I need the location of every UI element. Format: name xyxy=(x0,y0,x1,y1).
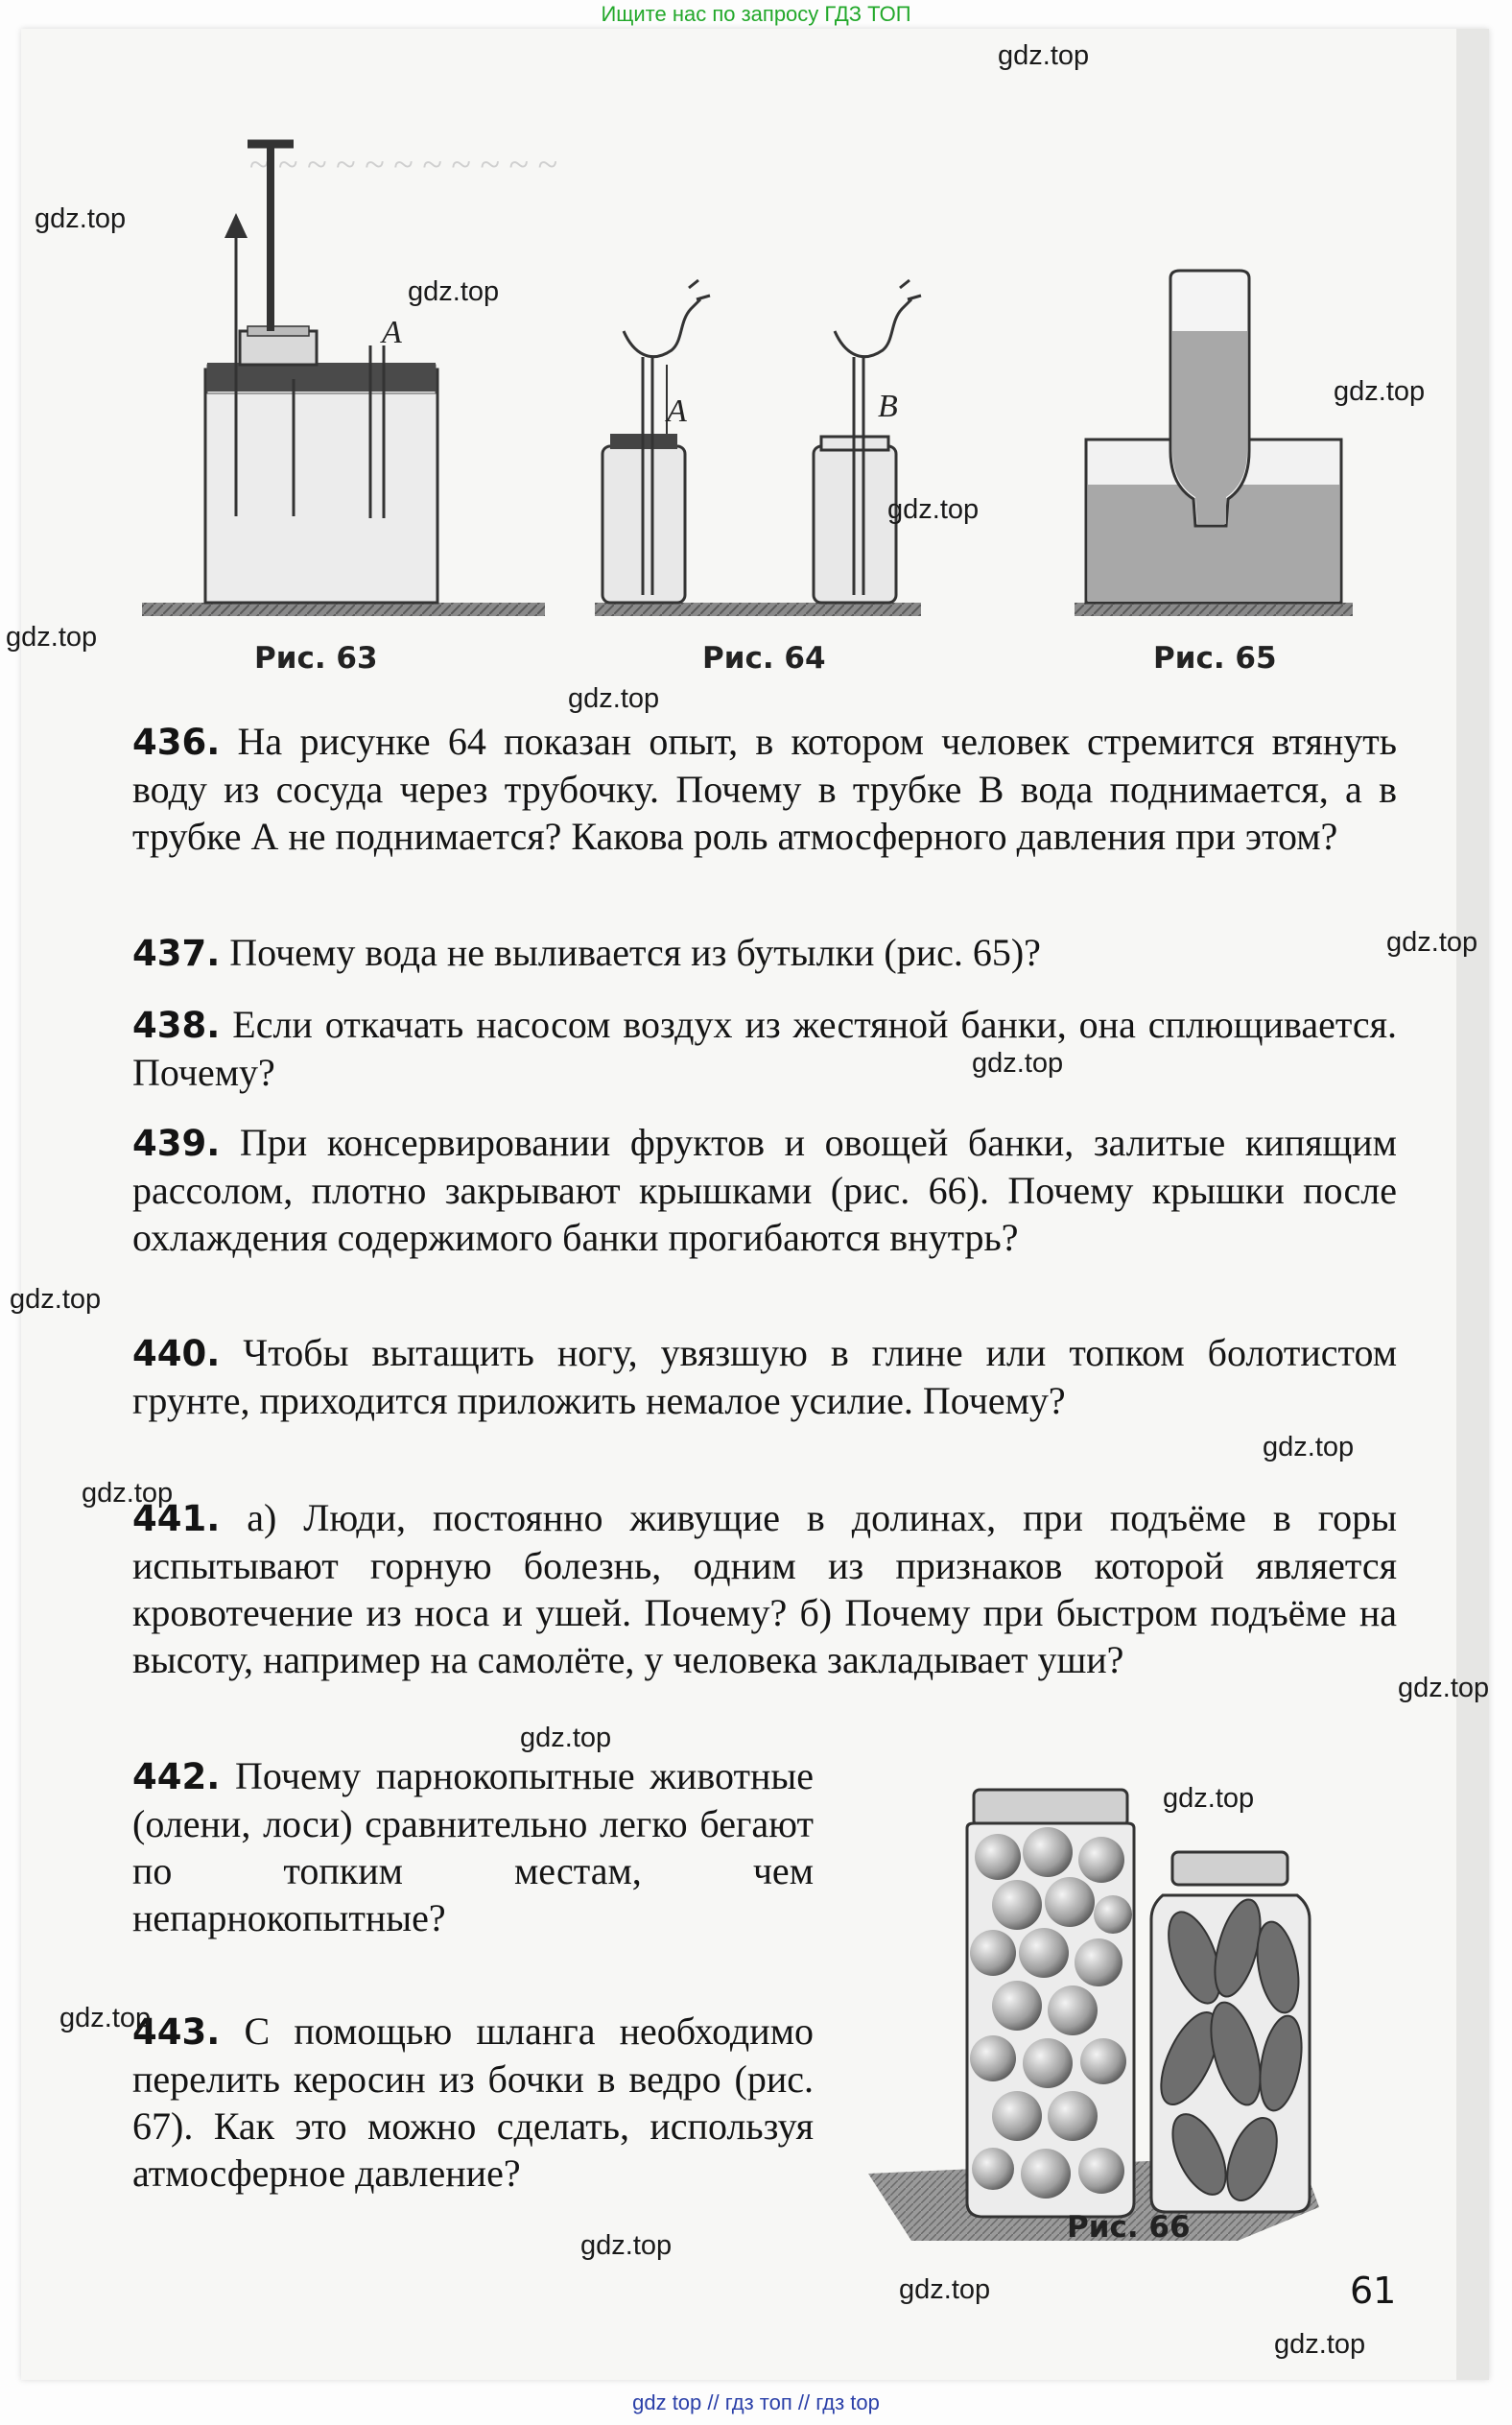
watermark: gdz.top xyxy=(998,40,1090,71)
caption-fig64: Рис. 64 xyxy=(702,641,826,676)
problem-text: С помощью шланга необходимо перелить керосин из бочки в ведро (рис. 67). Как это можно сделать, используя атмосферное давление? xyxy=(132,2009,814,2195)
problem-439 xyxy=(132,1119,1397,1261)
watermark: gdz.top xyxy=(1334,376,1426,407)
problem-text: Почему вода не выливается из бутылки (рис. 65)? xyxy=(229,931,1041,974)
fig64-label-a: A xyxy=(667,393,687,429)
caption-fig66: Рис. 66 xyxy=(1067,2210,1191,2245)
watermark: gdz.top xyxy=(10,1284,102,1315)
watermark: gdz.top xyxy=(568,683,660,714)
problem-text: а) Люди, постоянно живущие в долинах, при подъёме в горы испытывают горную болезнь, одним из признаков которой является кровотечение из носа и ушей. Почему? б) Почему при быстром подъёме на высоту, например на самолёте, у человека закладывает уши? xyxy=(132,1496,1397,1681)
watermark: gdz.top xyxy=(1263,1432,1355,1462)
watermark: gdz.top xyxy=(580,2230,673,2261)
problem-number: 437. xyxy=(132,933,221,974)
problem-number: 436. xyxy=(132,722,221,763)
fig66-jars xyxy=(868,1790,1319,2241)
problem-436 xyxy=(132,718,1397,860)
top-banner[interactable]: Ищите нас по запросу ГДЗ ТОП xyxy=(601,2,911,26)
problem-text: Чтобы вытащить ногу, увязшую в глине или топком болотистом грунте, приходится приложить немалое усилие. Почему? xyxy=(132,1331,1398,1422)
problem-number: 439. xyxy=(132,1123,221,1164)
watermark: gdz.top xyxy=(1274,2329,1366,2360)
problem-number: 442. xyxy=(132,1756,221,1797)
watermark: gdz.top xyxy=(6,622,98,653)
problem-number: 443. xyxy=(132,2011,221,2053)
watermark: gdz.top xyxy=(408,276,500,307)
watermark: gdz.top xyxy=(1398,1673,1490,1703)
watermark: gdz.top xyxy=(899,2274,991,2305)
problem-number: 440. xyxy=(132,1333,221,1374)
watermark: gdz.top xyxy=(1163,1783,1255,1814)
problem-442 xyxy=(132,1752,814,1941)
watermark: gdz.top xyxy=(82,1478,174,1509)
bottom-banner[interactable]: gdz top // гдз топ // гдз top xyxy=(632,2390,880,2414)
fig64-jars xyxy=(595,280,921,616)
watermark: gdz.top xyxy=(972,1048,1064,1079)
problem-438 xyxy=(132,1001,1397,1096)
fig63-label-a: A xyxy=(382,315,402,350)
caption-fig65: Рис. 65 xyxy=(1153,641,1277,676)
problem-text: При консервировании фруктов и овощей банки, залитые кипящим рассолом, плотно закрывают крышками (рис. 66). Почему крышки после охлаждения содержимого банки прогибаются внутрь? xyxy=(132,1121,1397,1259)
problem-440 xyxy=(132,1329,1397,1424)
fig65-bottle xyxy=(1075,271,1353,616)
problem-441 xyxy=(132,1494,1397,1683)
problem-443 xyxy=(132,2008,814,2197)
show-through-text: ~ ~ ~ ~ ~ ~ ~ ~ ~ ~ ~ xyxy=(249,145,558,185)
problem-number: 441. xyxy=(132,1498,221,1539)
problem-text: Почему парнокопытные животные (олени, лоси) сравнительно легко бегают по топким местам, чем непарнокопытные? xyxy=(132,1754,814,1939)
fig64-label-b: B xyxy=(878,389,898,424)
watermark: gdz.top xyxy=(1386,927,1478,958)
watermark: gdz.top xyxy=(35,203,127,234)
problem-437 xyxy=(132,929,1397,977)
problem-number: 438. xyxy=(132,1005,221,1046)
watermark: gdz.top xyxy=(887,494,980,525)
problem-text: Если откачать насосом воздух из жестяной банки, она сплющивается. Почему? xyxy=(132,1003,1398,1094)
page-number: 61 xyxy=(1350,2270,1397,2312)
caption-fig63: Рис. 63 xyxy=(254,641,378,676)
fig63-pump xyxy=(142,144,545,616)
problem-text: На рисунке 64 показан опыт, в котором человек стремится втянуть воду из сосуда через трубочку. Почему в трубке В вода поднимается, а в трубке А не поднимается? Какова роль атмосферного давления при этом? xyxy=(132,720,1397,858)
watermark: gdz.top xyxy=(59,2003,152,2033)
watermark: gdz.top xyxy=(520,1723,612,1753)
